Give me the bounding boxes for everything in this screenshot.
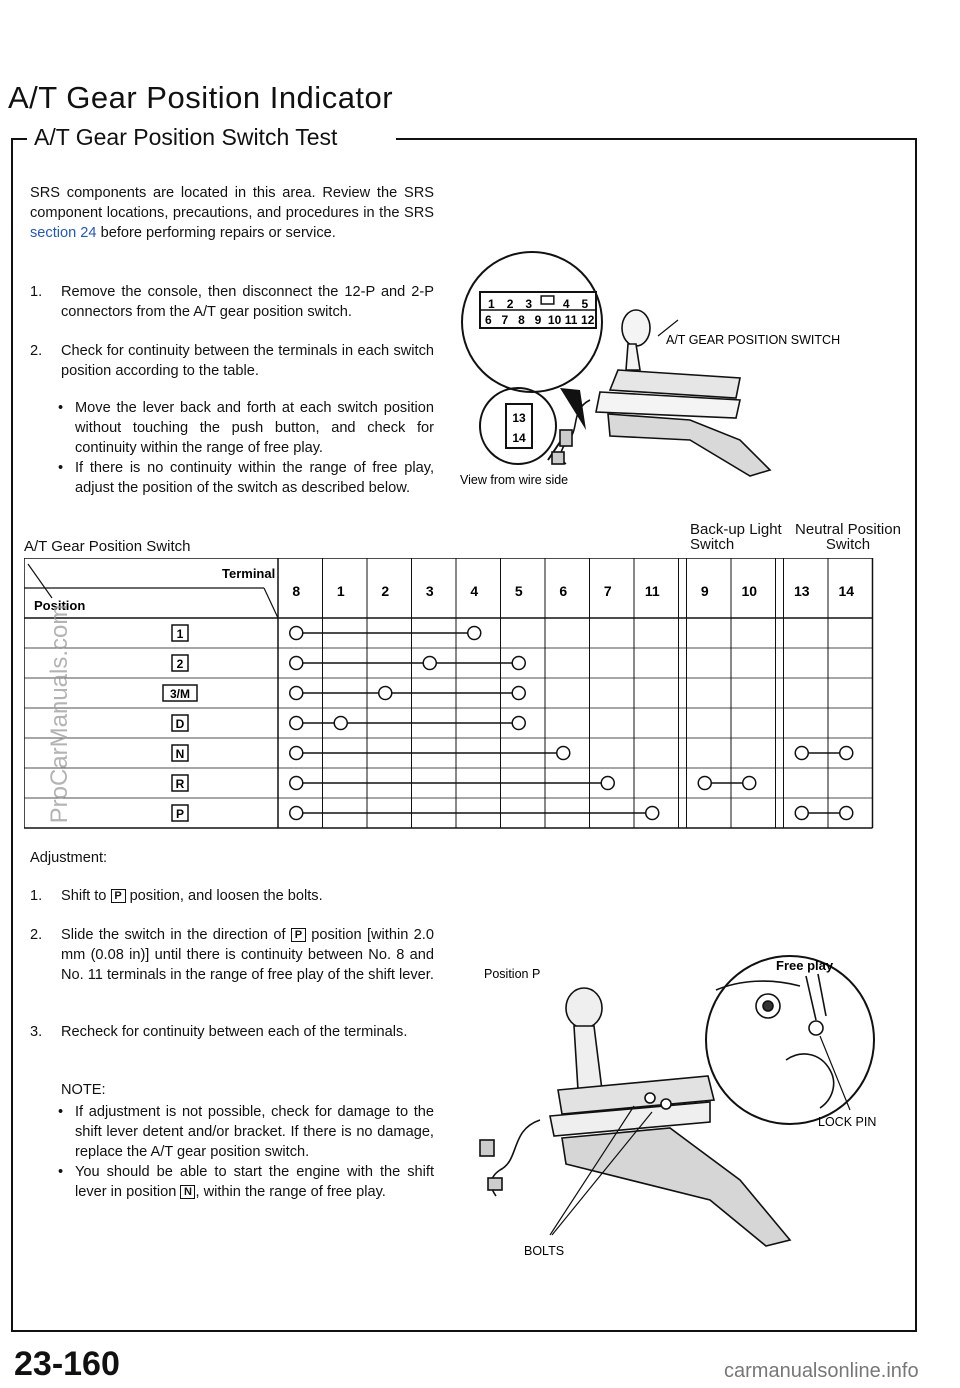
table-rows [163, 625, 853, 821]
terminal-label: 4 [470, 583, 479, 599]
bullet-dot: • [58, 460, 64, 476]
step-number: 1. [30, 888, 43, 904]
frame-top-right-rule [396, 138, 915, 140]
connector-pin-label: 10 [547, 313, 562, 327]
terminal-label: 14 [838, 583, 855, 599]
continuity-node [646, 807, 659, 820]
connector-pin-label: 6 [484, 313, 492, 327]
terminal-label: 13 [793, 583, 810, 599]
bullet-2 [58, 458, 434, 498]
continuity-node [840, 807, 853, 820]
continuity-node [290, 627, 303, 640]
lock-pin-label: LOCK PIN [818, 1115, 877, 1129]
connector-pin-label: 5 [581, 297, 589, 311]
terminal-label: 7 [603, 583, 612, 599]
continuity-node [290, 777, 303, 790]
intro-text: SRS components are located in this area. Review the SRS component locations, precautions, and procedures in the SRS [30, 185, 434, 221]
step-1 [30, 282, 434, 322]
continuity-node [423, 657, 436, 670]
continuity-node [290, 807, 303, 820]
note-text: If adjustment is not possible, check for damage to the shift lever detent and/or bracket. If there is no damage, replace the A/T gear position switch. [75, 1104, 434, 1160]
figure-switch-connectors [440, 240, 910, 500]
p-position-box: P [291, 928, 306, 942]
terminal-label: 6 [559, 583, 568, 599]
view-label: View from wire side [460, 473, 569, 487]
continuity-node [512, 657, 525, 670]
page-number: 23-160 [14, 1345, 120, 1383]
detail-callout [706, 956, 874, 1124]
continuity-node [512, 717, 525, 730]
note-text: You should be able to start the engine with the shift lever in position [75, 1164, 434, 1200]
connector-pin-label: 9 [534, 313, 542, 327]
note-text-tail: , within the range of free play. [195, 1184, 386, 1200]
intro-text-tail: before performing repairs or service. [100, 225, 336, 241]
position-label: R [175, 777, 185, 791]
adjust-step-2 [30, 925, 434, 985]
terminal-label: 2 [381, 583, 390, 599]
continuity-node [290, 747, 303, 760]
terminal-label: 1 [336, 583, 345, 599]
position-label: N [175, 747, 185, 761]
note-1 [58, 1102, 434, 1162]
continuity-node [795, 747, 808, 760]
position-label: D [175, 717, 185, 731]
terminal-label: 9 [700, 583, 709, 599]
continuity-node [290, 717, 303, 730]
bullet-text: Move the lever back and forth at each switch position without touching the push button, and check for continuity within the range of free play. [75, 400, 434, 456]
step-text: Remove the console, then disconnect the 12-P and 2-P connectors from the A/T gear position switch. [61, 284, 434, 320]
n-position-box: N [180, 1185, 195, 1199]
step-number: 2. [30, 927, 43, 943]
continuity-node [840, 747, 853, 760]
section-title: A/T Gear Position Switch Test [34, 124, 338, 150]
backup-light-switch-label: Back-up Light Switch [690, 521, 782, 553]
connector-pin-label: 2 [506, 297, 514, 311]
connector-pin-label: 4 [562, 297, 570, 311]
connector-pin-label: 13 [512, 411, 526, 425]
position-label: 1 [176, 627, 184, 641]
continuity-node [743, 777, 756, 790]
step-text: Shift to [61, 888, 107, 904]
continuity-node [379, 687, 392, 700]
intro-paragraph [30, 183, 434, 243]
neutral-position-switch-label: Neutral Position Switch [795, 521, 901, 553]
watermark: ProCarManuals.com [46, 604, 73, 824]
step-number: 3. [30, 1024, 43, 1040]
adjust-step-3 [30, 1022, 434, 1042]
terminal-label: 11 [644, 583, 660, 599]
step-number: 2. [30, 343, 43, 359]
continuity-node [290, 687, 303, 700]
connector-pin-label: 1 [488, 297, 495, 311]
connector-pin-label: 14 [512, 431, 526, 445]
position-label: P [175, 807, 185, 821]
connector-pin-label: 11 [564, 313, 578, 327]
continuity-node [512, 687, 525, 700]
section-24-link[interactable]: section 24 [30, 225, 97, 241]
note-label: NOTE: [61, 1082, 106, 1098]
adjust-step-1 [30, 886, 434, 906]
connector-pin-label: 3 [525, 297, 533, 311]
table-caption: A/T Gear Position Switch [24, 538, 191, 555]
continuity-node [557, 747, 570, 760]
continuity-node [601, 777, 614, 790]
note-2 [58, 1162, 434, 1202]
free-play-label: Free play [776, 958, 834, 973]
header-diagonal [264, 588, 278, 618]
terminal-label: 8 [292, 583, 301, 599]
switch-label: A/T GEAR POSITION SWITCH [666, 333, 841, 347]
footer-site: carmanualsonline.info [724, 1360, 919, 1382]
continuity-node [290, 657, 303, 670]
step-text-tail: position, and loosen the bolts. [129, 888, 323, 904]
position-header: Position [34, 598, 86, 613]
p-position-box: P [111, 889, 126, 903]
shift-lever-illustration [480, 988, 790, 1246]
page-title: A/T Gear Position Indicator [8, 80, 394, 115]
lock-pin-leader-line [820, 1036, 850, 1110]
bullet-1 [58, 398, 434, 458]
position-p-label: Position P [484, 967, 541, 981]
connector-pin-label: 7 [501, 313, 509, 327]
continuity-node [468, 627, 481, 640]
terminal-label: 5 [514, 583, 523, 599]
step-2 [30, 341, 434, 381]
terminal-label: 3 [425, 583, 434, 599]
terminal-header: Terminal [222, 566, 276, 581]
continuity-table [24, 558, 884, 830]
bullet-dot: • [58, 1104, 64, 1120]
continuity-node [795, 807, 808, 820]
callout-pointer [560, 388, 586, 430]
position-label: 3/M [169, 687, 191, 701]
terminal-label: 10 [741, 583, 758, 599]
step-text: Recheck for continuity between each of the terminals. [61, 1024, 408, 1040]
step-text: Check for continuity between the terminals in each switch position according to the table. [61, 343, 434, 379]
bullet-text: If there is no continuity within the range of free play, adjust the position of the switch as described below. [75, 460, 434, 496]
step-text-tail: position [within 2.0 mm (0.08 in)] until there is continuity between No. 8 and No. 11 terminals in the range of free play of the shift lever. [61, 927, 434, 983]
position-label: 2 [176, 657, 184, 671]
continuity-node [698, 777, 711, 790]
figure-adjustment [470, 950, 900, 1270]
step-text: Slide the switch in the direction of [61, 927, 286, 943]
step-number: 1. [30, 284, 43, 300]
bolts-label: BOLTS [524, 1244, 565, 1258]
frame-top-left-rule [11, 138, 27, 140]
continuity-node [334, 717, 347, 730]
detail-illustration [716, 974, 834, 1108]
connector-pin-label: 12 [581, 313, 595, 327]
connector-pin-label: 8 [518, 313, 525, 327]
bullet-dot: • [58, 1164, 64, 1180]
adjustment-title: Adjustment: [30, 850, 108, 866]
bullet-dot: • [58, 400, 64, 416]
